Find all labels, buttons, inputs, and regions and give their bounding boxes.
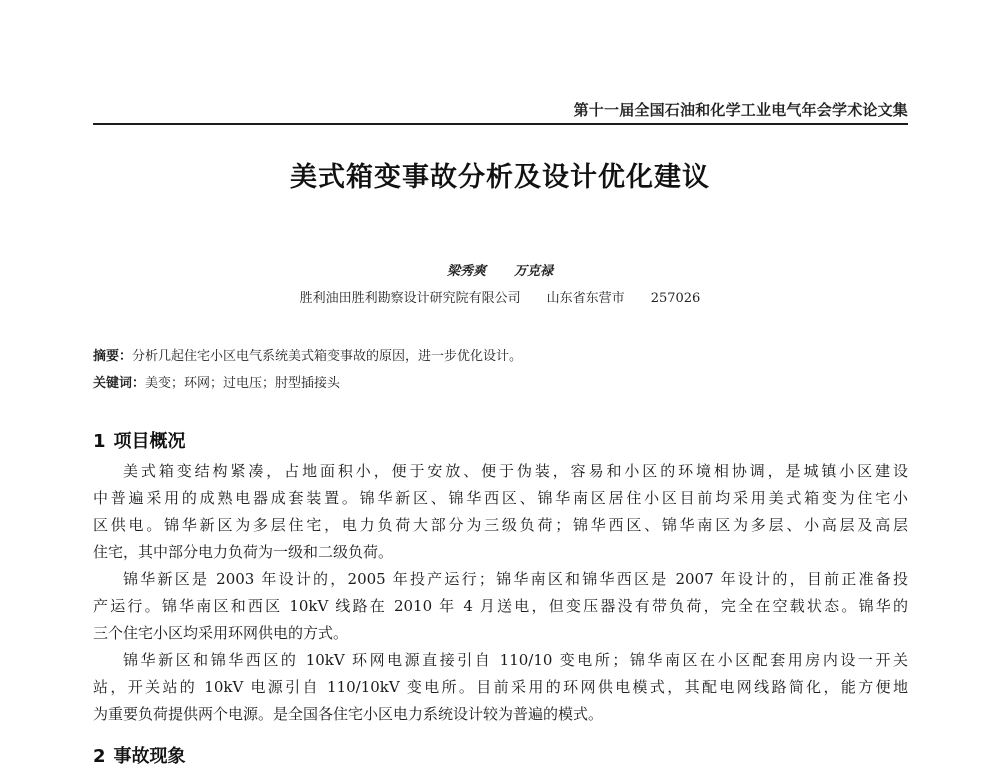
affiliation <box>0 289 1000 309</box>
abstract-label: 摘要： <box>93 349 133 364</box>
keywords <box>93 374 908 394</box>
header-rule-divider <box>93 123 908 125</box>
section-number: 1 <box>93 431 106 452</box>
abstract <box>93 347 908 367</box>
abstract-text: 分析几起住宅小区电气系统美式箱变事故的原因，进一步优化设计。 <box>132 349 523 364</box>
paragraph-line: 三个住宅小区均采用环网供电的方式。 <box>93 624 349 642</box>
paragraph-line: 为重要负荷提供两个电源。是全国各住宅小区电力系统设计较为普遍的模式。 <box>93 705 604 723</box>
paragraph-line: 区供电。锦华新区为多层住宅，电力负荷大部分为三级负荷；锦华西区、锦华南区为多层、小高层及高层 <box>93 516 908 534</box>
paragraph-line: 中普遍采用的成熟电器成套装置。锦华新区、锦华西区、锦华南区居住小区目前均采用美式箱变为住宅小 <box>93 489 908 507</box>
author-name: 梁秀爽 <box>446 264 486 279</box>
paragraph-line: 美式箱变结构紧凑，占地面积小，便于安放、便于伪装，容易和小区的环境相协调，是城镇小区建设 <box>123 462 908 480</box>
keywords-text: 美变；环网；过电压；肘型插接头 <box>145 376 341 391</box>
paragraph-line: 产运行。锦华南区和西区 10kV 线路在 2010 年 4 月送电，但变压器没有带负荷，完全在空载状态。锦华的 <box>93 597 908 615</box>
section-heading-2 <box>93 745 186 769</box>
section-number: 2 <box>93 746 106 767</box>
affiliation-location: 山东省东营市 <box>546 291 625 306</box>
section-title: 事故现象 <box>113 746 186 767</box>
paragraph-line: 住宅，其中部分电力负荷为一级和二级负荷。 <box>93 543 394 561</box>
affiliation-postcode: 257026 <box>650 291 701 306</box>
section-title: 项目概况 <box>113 431 186 452</box>
paragraph-3 <box>93 647 908 728</box>
running-header: 第十一届全国石油和化学工业电气年会学术论文集 <box>573 101 908 119</box>
affiliation-institution: 胜利油田胜利勘察设计研究院有限公司 <box>299 291 521 306</box>
author-list <box>0 262 1000 282</box>
paragraph-line: 站，开关站的 10kV 电源引自 110/10kV 变电所。目前采用的环网供电模式，其配电网线路简化，能方便地 <box>93 678 908 696</box>
paragraph-line: 锦华新区和锦华西区的 10kV 环网电源直接引自 110/10 变电所；锦华南区在小区配套用房内设一开关 <box>123 651 908 669</box>
paper-title: 美式箱变事故分析及设计优化建议 <box>290 162 710 193</box>
paragraph-1 <box>93 458 908 566</box>
keywords-label: 关键词： <box>93 376 146 391</box>
section-heading-1 <box>93 430 186 454</box>
paragraph-line: 锦华新区是 2003 年设计的，2005 年投产运行；锦华南区和锦华西区是 2007 年设计的，目前正准备投 <box>123 570 908 588</box>
author-name: 万克禄 <box>514 264 554 279</box>
paragraph-2 <box>93 566 908 647</box>
